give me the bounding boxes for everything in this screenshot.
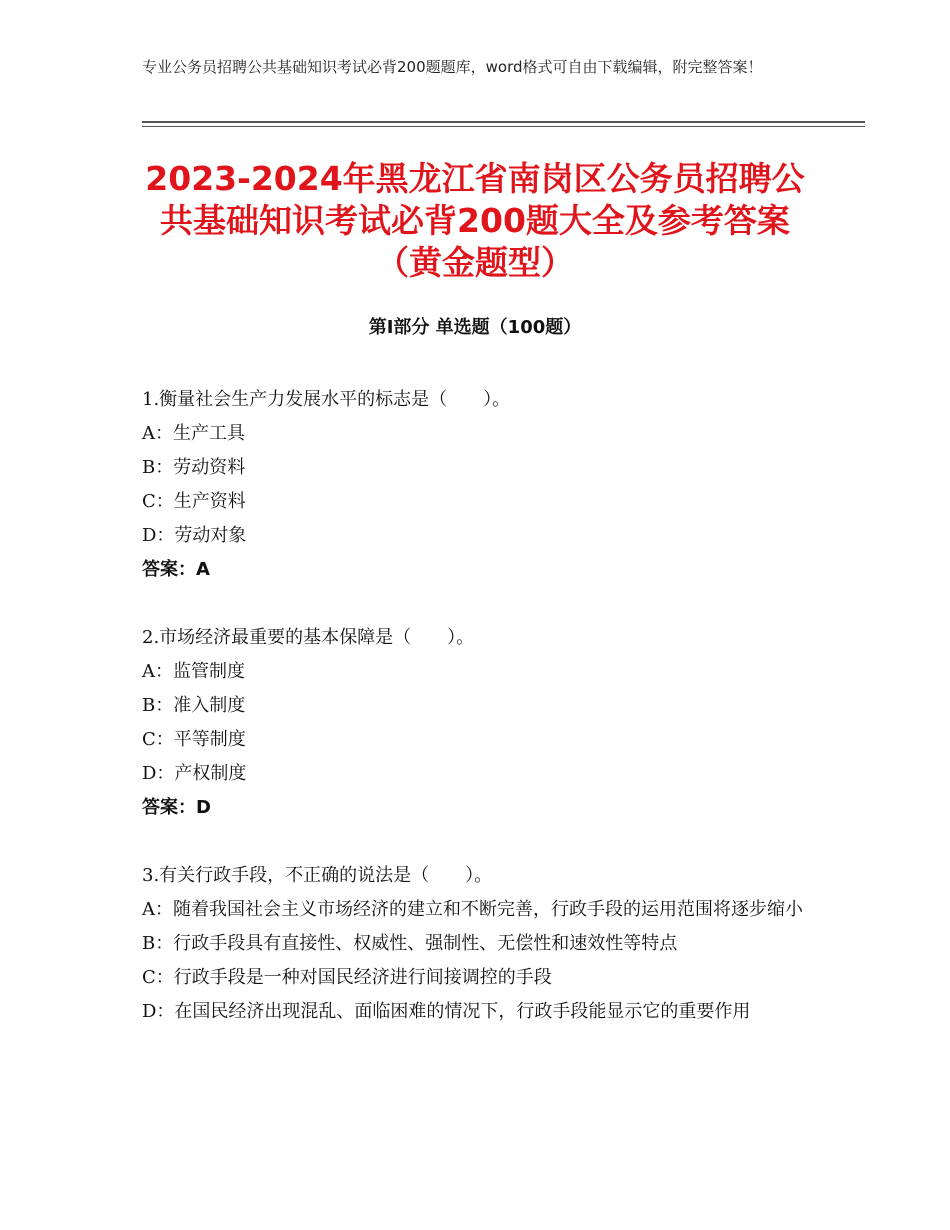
answer-label: 答案：A [142, 559, 210, 580]
option-b: B：行政手段具有直接性、权威性、强制性、无偿性和速效性等特点 [142, 933, 678, 954]
header-rule-thick [142, 121, 865, 123]
option-a: A：监管制度 [142, 661, 245, 682]
option-b: B：劳动资料 [142, 457, 246, 478]
question-stem: 3.有关行政手段，不正确的说法是（ ）。 [142, 865, 493, 886]
question-1 [142, 383, 807, 587]
question-stem: 1.衡量社会生产力发展水平的标志是（ ）。 [142, 389, 511, 410]
question-stem: 2.市场经济最重要的基本保障是（ ）。 [142, 627, 475, 648]
question-list [142, 383, 807, 1063]
option-c: C：行政手段是一种对国民经济进行间接调控的手段 [142, 967, 552, 988]
header-rule-thin [142, 126, 865, 127]
answer-label: 答案：D [142, 797, 211, 818]
option-c: C：平等制度 [142, 729, 246, 750]
option-a: A：生产工具 [142, 423, 245, 444]
option-a: A：随着我国社会主义市场经济的建立和不断完善，行政手段的运用范围将逐步缩小 [142, 899, 803, 920]
title-line: （黄金题型） [376, 243, 574, 282]
option-d: D：产权制度 [142, 763, 247, 784]
title-line: 2023-2024年黑龙江省南岗区公务员招聘公 [145, 159, 805, 198]
section-heading: 第Ⅰ部分 单选题（100题） [368, 317, 582, 338]
option-c: C：生产资料 [142, 491, 246, 512]
option-b: B：准入制度 [142, 695, 246, 716]
question-2 [142, 621, 807, 825]
option-d: D：在国民经济出现混乱、面临困难的情况下，行政手段能显示它的重要作用 [142, 1001, 751, 1022]
header-note: 专业公务员招聘公共基础知识考试必背200题题库，word格式可自由下载编辑，附完整答案！ [142, 58, 763, 76]
title-line: 共基础知识考试必背200题大全及参考答案 [160, 201, 790, 240]
option-d: D：劳动对象 [142, 525, 247, 546]
document-title [120, 158, 830, 284]
question-3 [142, 859, 807, 1029]
